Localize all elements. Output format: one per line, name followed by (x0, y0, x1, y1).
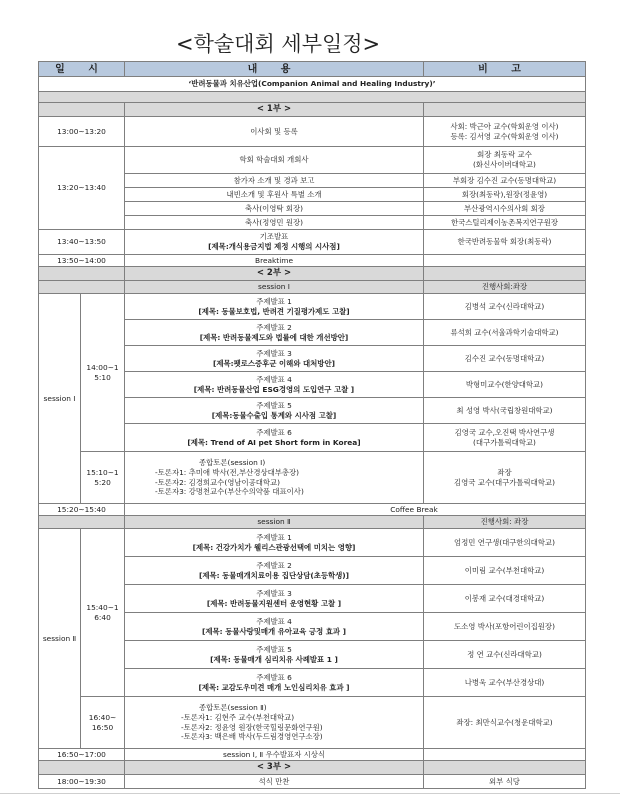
content-cell: 내빈소개 및 후원사 특별 소개 (125, 188, 424, 202)
note-cell: 김병석 교수(신라대학교) (424, 294, 586, 320)
note-cell: 회장(최동락),원장(정윤영) (424, 188, 586, 202)
page-title: <학술대회 세부일정> (176, 32, 381, 56)
note-cell: 정 연 교수(신라대학교) (424, 641, 586, 669)
content-cell: 주제발표 2 [제목: 동물매개치료이용 집단상담(초등학생)] (125, 557, 424, 585)
content-cell: 주제발표 3 [제목:펫로스증후군 이해와 대처방안] (125, 346, 424, 372)
schedule-table (38, 61, 586, 789)
header-note: 비 고 (424, 62, 586, 77)
time-cell: 15:10~1 5:20 (81, 452, 125, 504)
time-cell: 13:40~13:50 (39, 230, 125, 255)
note-cell: 한국스틸리제이농촌복지연구원장 (424, 216, 586, 230)
note-cell: 이미림 교수(부천대학교) (424, 557, 586, 585)
talk-title: [제목: 동물매개 심리치유 사례발표 1 ] (210, 654, 338, 664)
page-divider (0, 793, 620, 794)
session-blank (39, 516, 125, 529)
note-cell: 박형미교수(한양대학교) (424, 372, 586, 398)
note-cell: 외부 식당 (424, 775, 586, 789)
discussion-cell: 종합토론(session Ⅰ) -토론자1: 추미애 박사(전,부산경상대부총장) -토론자2: 김경희교수(영남이공대학교) -토론자3: 강명천교수(부산수의약품 대표이사) (125, 452, 424, 504)
content-cell: 주제발표 2 [제목: 반려동물제도와 법률에 대한 개선방안] (125, 320, 424, 346)
table-row (39, 529, 586, 557)
session2-header: session Ⅱ (125, 516, 424, 529)
session1-header-row (39, 281, 586, 294)
talk-title: [제목:펫로스증후군 이해와 대처방안] (213, 358, 335, 368)
note-cell: 부산광역시수의사회 회장 (424, 202, 586, 216)
section-blank (39, 103, 125, 117)
session1-header: session Ⅰ (125, 281, 424, 294)
session-blank (39, 281, 125, 294)
content-cell: 주제발표 6 [제목: Trend of AI pet Short form in Korea] (125, 424, 424, 452)
content-cell: 주제발표 1 [제목: 건강가치가 웰리스관광선택에 미치는 영향] (125, 529, 424, 557)
talk-title: [제목: 동물매개치료이용 집단상담(초등학생)] (198, 570, 350, 580)
table-row (39, 117, 586, 147)
note-cell: 엄정민 연구생(대구한의대학교) (424, 529, 586, 557)
talk-title: [제목: Trend of AI pet Short form in Korea] (187, 437, 361, 447)
note-cell: 부회장 김수진 교수(동명대학교) (424, 174, 586, 188)
section-blank (424, 103, 586, 117)
content-cell: 주제발표 3 [제목: 반려동물지원센터 운영현황 고찰 ] (125, 585, 424, 613)
section-blank (424, 267, 586, 281)
time-cell: 18:00~19:30 (39, 775, 125, 789)
spacer-row (39, 92, 586, 103)
note-cell: 좌장 김영국 교수(대구가톨릭대학교) (424, 452, 586, 504)
section-part1: < 1부 > (125, 103, 424, 117)
table-row (39, 294, 586, 320)
talk-title: [제목: 건강가치가 웰리스관광선택에 미치는 영향] (192, 542, 356, 552)
content-cell: 참가자 소개 및 경과 보고 (125, 174, 424, 188)
note-cell: 김영국 교수,오진택 박사연구생 (대구가톨릭대학교) (424, 424, 586, 452)
content-cell: 주제발표 4 [제목: 동물사랑및매개 유아교육 긍정 효과 ] (125, 613, 424, 641)
note-cell (424, 749, 586, 761)
session2-moderator: 진행사회: 좌장 (424, 516, 586, 529)
session2-header-row (39, 516, 586, 529)
talk-title: [제목: 동물보호법, 반려견 기질평가제도 고찰] (198, 306, 350, 316)
table-row (39, 255, 586, 267)
time-cell: 13:50~14:00 (39, 255, 125, 267)
note-cell: 김수진 교수(동명대학교) (424, 346, 586, 372)
time-cell: 14:00~1 5:10 (81, 294, 125, 452)
session1-moderator: 진행사회:좌장 (424, 281, 586, 294)
note-cell: 사회: 박근아 교수(학회운영 이사) 등록: 김서영 교수(학회운영 이사) (424, 117, 586, 147)
time-cell: 13:20~13:40 (39, 147, 125, 230)
session1-label: session Ⅰ (39, 294, 81, 504)
content-cell: 주제발표 6 [제목: 교감도우미견 매개 노인심리치유 효과 ] (125, 669, 424, 697)
section-blank (39, 761, 125, 775)
talk-title: [제목: 교감도우미견 매개 노인심리치유 효과 ] (198, 682, 350, 692)
talk-title: [제목: 반려동물지원센터 운영현황 고찰 ] (206, 598, 342, 608)
note-cell: 이봉재 교수(대경대학교) (424, 585, 586, 613)
content-cell: 주제발표 4 [제목: 반려동물산업 ESG경영의 도입연구 고찰 ] (125, 372, 424, 398)
table-row (39, 504, 586, 516)
content-cell: 축사(이영탁 회장) (125, 202, 424, 216)
section-part2: < 2부 > (125, 267, 424, 281)
conference-theme: ‘반려동물과 치유산업(Companion Animal and Healing Industry)’ (39, 77, 586, 92)
note-cell (424, 255, 586, 267)
time-cell: 15:40~1 6:40 (81, 529, 125, 697)
note-cell: 회장 최동락 교수 (화신사이버대학교) (424, 147, 586, 174)
coffee-break: Coffee Break (125, 504, 586, 516)
time-cell: 13:00~13:20 (39, 117, 125, 147)
content-cell: 학회 학술대회 개회사 (125, 147, 424, 174)
note-cell: 도소영 박사(포항어린이집원장) (424, 613, 586, 641)
content-cell: 주제발표 5 [제목:동물수출입 통계와 시사점 고찰] (125, 398, 424, 424)
theme-row (39, 77, 586, 92)
note-cell: 좌장: 최만식교수(청운대학교) (424, 697, 586, 749)
note-cell: 류석희 교수(서울과학기술대학교) (424, 320, 586, 346)
time-cell: 16:50~17:00 (39, 749, 125, 761)
time-cell: 16:40~ 16:50 (81, 697, 125, 749)
content-cell: 축사(정영민 원장) (125, 216, 424, 230)
content-cell: 기조발표 [제목:개식용금지법 제정 시행의 시사점] (125, 230, 424, 255)
table-header (39, 62, 586, 77)
note-cell: 나병욱 교수(부산경상대) (424, 669, 586, 697)
table-row (39, 775, 586, 789)
content-cell: 석식 만찬 (125, 775, 424, 789)
session2-label: session Ⅱ (39, 529, 81, 749)
section-part3: < 3부 > (125, 761, 424, 775)
table-row (39, 697, 586, 749)
table-row (39, 452, 586, 504)
time-cell: 15:20~15:40 (39, 504, 125, 516)
table-row (39, 749, 586, 761)
note-cell: 한국반려동물학 회장(최동락) (424, 230, 586, 255)
discussion-cell: 종합토론(session Ⅱ) -토론자1: 김현주 교수(부천대학교) -토론자2: 정윤영 원장(한국힐링문화연구원) -토론자3: 백은배 박사(두드림경영연구소장) (125, 697, 424, 749)
table-row (39, 147, 586, 174)
talk-title: [제목: 반려동물제도와 법률에 대한 개선방안] (199, 332, 349, 342)
talk-title: [제목: 동물사랑및매개 유아교육 긍정 효과 ] (202, 626, 346, 636)
section-blank (424, 761, 586, 775)
header-time: 일 시 (39, 62, 125, 77)
content-cell: session Ⅰ, Ⅱ 우수발표자 시상식 (125, 749, 424, 761)
talk-title: [제목:개식용금지법 제정 시행의 시사점] (208, 242, 340, 251)
content-cell: 주제발표 5 [제목: 동물매개 심리치유 사례발표 1 ] (125, 641, 424, 669)
talk-title: [제목: 반려동물산업 ESG경영의 도입연구 고찰 ] (193, 384, 355, 394)
content-cell: 주제발표 1 [제목: 동물보호법, 반려견 기질평가제도 고찰] (125, 294, 424, 320)
talk-title: [제목:동물수출입 통계와 시사점 고찰] (211, 410, 337, 420)
header-content: 내 용 (125, 62, 424, 77)
section-blank (39, 267, 125, 281)
table-row (39, 230, 586, 255)
content-cell: Breaktime (125, 255, 424, 267)
note-cell: 최 성영 박사(국립창원대학교) (424, 398, 586, 424)
content-cell: 이사회 및 등록 (125, 117, 424, 147)
